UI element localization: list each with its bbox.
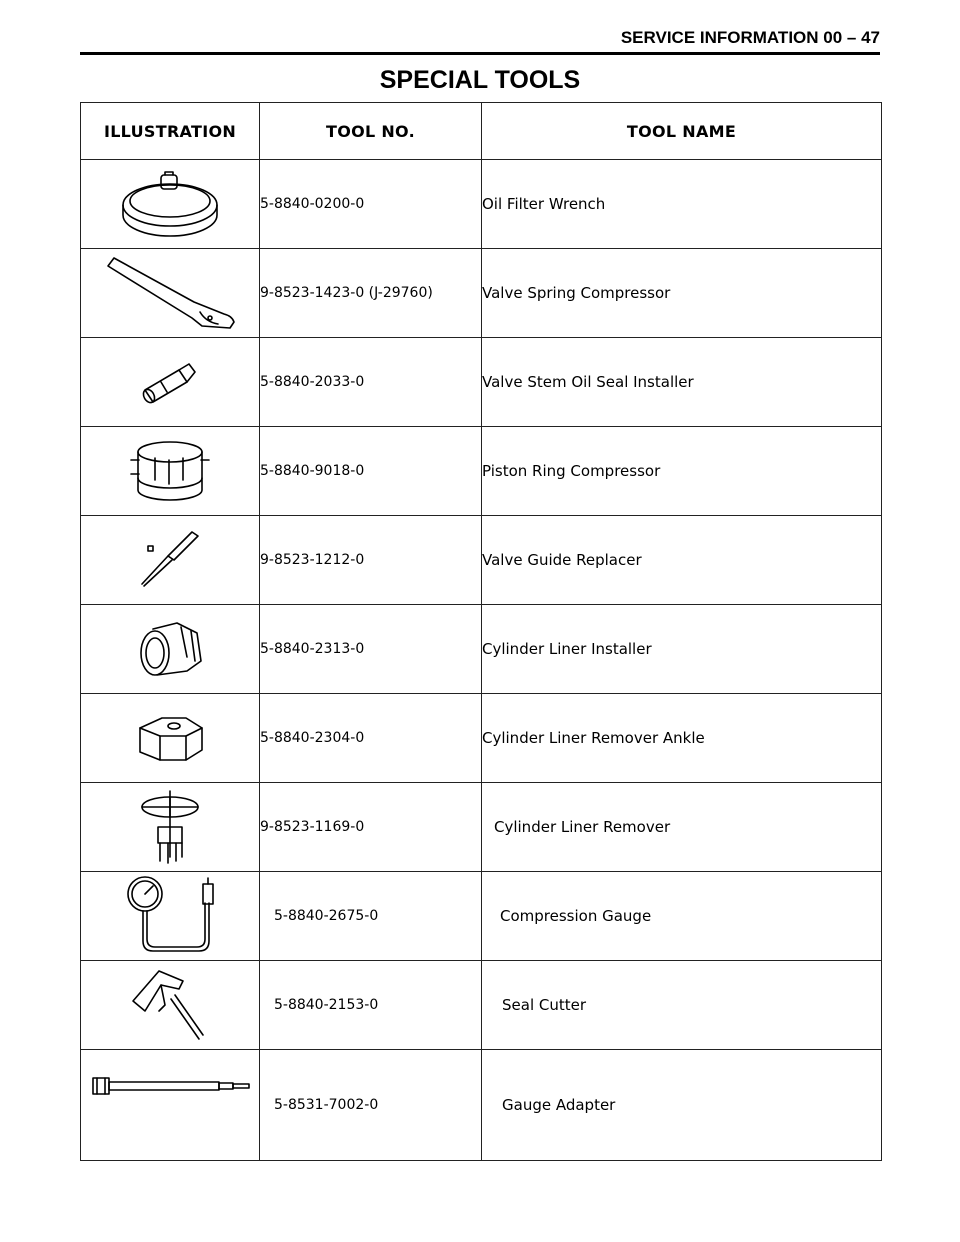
piston-ring-compressor-icon xyxy=(125,434,215,508)
table-header-row xyxy=(81,103,882,160)
tool-name: Valve Guide Replacer xyxy=(482,516,882,605)
illustration-cell xyxy=(81,160,260,249)
tool-name: Valve Stem Oil Seal Installer xyxy=(482,338,882,427)
table-row xyxy=(81,338,882,427)
table-row xyxy=(81,694,882,783)
cylinder-liner-remover-ankle-icon xyxy=(130,708,210,768)
tool-name: Valve Spring Compressor xyxy=(482,249,882,338)
section-label: SERVICE INFORMATION 00 – 47 xyxy=(620,28,880,47)
illustration-cell xyxy=(81,961,260,1050)
tool-name: Compression Gauge xyxy=(482,872,882,961)
seal-cutter-icon xyxy=(125,965,215,1045)
column-header-tool-no: TOOL NO. xyxy=(260,103,482,160)
illustration-cell xyxy=(81,427,260,516)
tool-number: 5-8840-2304-0 xyxy=(260,694,482,783)
tool-name: Oil Filter Wrench xyxy=(482,160,882,249)
column-header-tool-name: TOOL NAME xyxy=(482,103,882,160)
column-header-illustration: ILLUSTRATION xyxy=(81,103,260,160)
illustration-cell xyxy=(81,338,260,427)
table-row xyxy=(81,1050,882,1161)
valve-guide-replacer-icon xyxy=(130,528,210,592)
tool-name: Piston Ring Compressor xyxy=(482,427,882,516)
tool-name: Cylinder Liner Remover xyxy=(482,783,882,872)
table-row xyxy=(81,872,882,961)
tool-number: 5-8840-2033-0 xyxy=(260,338,482,427)
table-row xyxy=(81,605,882,694)
table-row xyxy=(81,427,882,516)
illustration-cell xyxy=(81,605,260,694)
illustration-cell xyxy=(81,249,260,338)
tool-number: 5-8840-0200-0 xyxy=(260,160,482,249)
cylinder-liner-installer-icon xyxy=(135,617,205,681)
valve-stem-oil-seal-installer-icon xyxy=(135,352,205,412)
illustration-cell xyxy=(81,516,260,605)
tool-number: 9-8523-1212-0 xyxy=(260,516,482,605)
tool-number: 5-8840-2675-0 xyxy=(260,872,482,961)
valve-spring-compressor-icon xyxy=(100,252,240,334)
gauge-adapter-icon xyxy=(85,1072,255,1102)
tool-name: Cylinder Liner Remover Ankle xyxy=(482,694,882,783)
oil-filter-wrench-icon xyxy=(115,169,225,239)
table-row xyxy=(81,160,882,249)
table-row xyxy=(81,516,882,605)
page-title: SPECIAL TOOLS xyxy=(379,66,581,94)
tool-number: 5-8840-2153-0 xyxy=(260,961,482,1050)
illustration-cell xyxy=(81,872,260,961)
illustration-cell xyxy=(81,1050,260,1161)
cylinder-liner-remover-icon xyxy=(130,787,210,867)
tool-number: 9-8523-1423-0 (J-29760) xyxy=(260,249,482,338)
special-tools-table xyxy=(80,102,882,1161)
page-header xyxy=(80,26,880,55)
tool-number: 5-8840-2313-0 xyxy=(260,605,482,694)
table-row xyxy=(81,961,882,1050)
table-row xyxy=(81,249,882,338)
illustration-cell xyxy=(81,783,260,872)
illustration-cell xyxy=(81,694,260,783)
tool-name: Seal Cutter xyxy=(482,961,882,1050)
tool-name: Gauge Adapter xyxy=(482,1050,882,1161)
tool-number: 5-8840-9018-0 xyxy=(260,427,482,516)
tool-number: 5-8531-7002-0 xyxy=(260,1050,482,1161)
tool-name: Cylinder Liner Installer xyxy=(482,605,882,694)
tool-number: 9-8523-1169-0 xyxy=(260,783,482,872)
compression-gauge-icon xyxy=(115,874,225,958)
table-row xyxy=(81,783,882,872)
